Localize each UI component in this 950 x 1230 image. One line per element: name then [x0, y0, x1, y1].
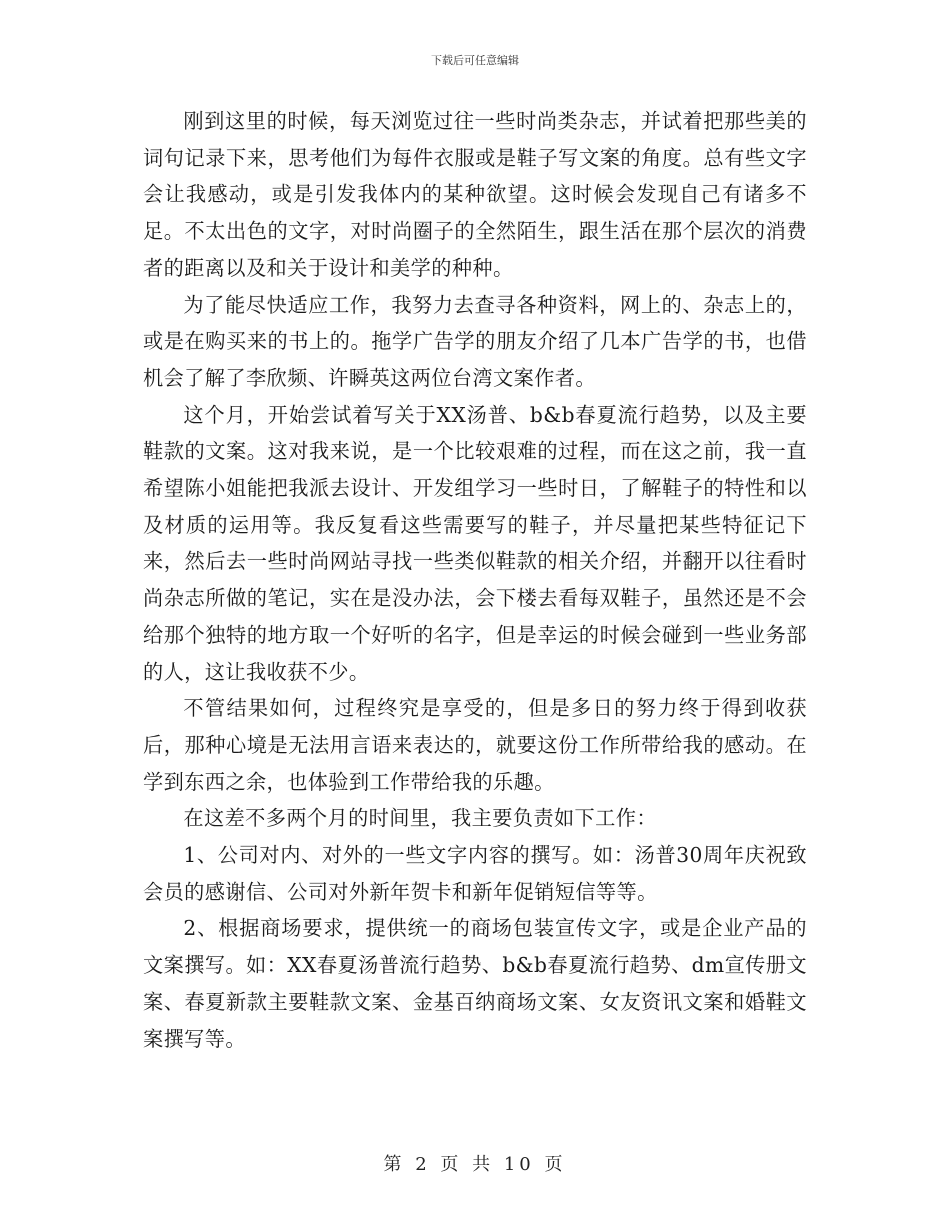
- paragraph-5: 在这差不多两个月的时间里，我主要负责如下工作：: [183, 806, 657, 831]
- page-header: 下载后可任意编辑: [431, 54, 519, 67]
- paragraph-1: 刚到这里的时候，每天浏览过往一些时尚类杂志，并试着把那些美的词句记录下来，思考他们为每件衣服或是鞋子写文案的角度。总有些文字会让我感动，或是引发我体内的某种欲望。这时候会发现自己有诸多不足。不太出色的文字，对时尚圈子的全然陌生，跟生活在那个层次的消费者的距离以及和关于设计和美学的种种。: [143, 109, 807, 280]
- paragraph-7: 2、根据商场要求，提供统一的商场包装宣传文字，或是企业产品的文案撰写。如：XX春夏汤普流行趋势、b&b春夏流行趋势、dm宣传册文案、春夏新款主要鞋款文案、金基百纳商场文案、女友资讯文案和婚鞋文案撰写等。: [143, 916, 807, 1051]
- paragraph-6: 1、公司对内、对外的一些文字内容的撰写。如：汤普30周年庆祝致会员的感谢信、公司对外新年贺卡和新年促销短信等等。: [143, 843, 807, 904]
- paragraph-4: 不管结果如何，过程终究是享受的，但是多日的努力终于得到收获后，那种心境是无法用言语来表达的，就要这份工作所带给我的感动。在学到东西之余，也体验到工作带给我的乐趣。: [143, 696, 807, 794]
- document-body: [143, 103, 807, 1057]
- page-footer: 第 2 页 共 10 页: [383, 1154, 567, 1175]
- paragraph-2: 为了能尽快适应工作，我努力去查寻各种资料，网上的、杂志上的，或是在购买来的书上的。拖学广告学的朋友介绍了几本广告学的书，也借机会了解了李欣频、许瞬英这两位台湾文案作者。: [143, 292, 807, 390]
- paragraph-3: 这个月，开始尝试着写关于XX汤普、b&b春夏流行趋势，以及主要鞋款的文案。这对我来说，是一个比较艰难的过程，而在这之前，我一直希望陈小姐能把我派去设计、开发组学习一些时日，了解鞋子的特性和以及材质的运用等。我反复看这些需要写的鞋子，并尽量把某些特征记下来，然后去一些时尚网站寻找一些类似鞋款的相关介绍，并翻开以往看时尚杂志所做的笔记，实在是没办法，会下楼去看每双鞋子，虽然还是不会给那个独特的地方取一个好听的名字，但是幸运的时候会碰到一些业务部的人，这让我收获不少。: [143, 402, 807, 684]
